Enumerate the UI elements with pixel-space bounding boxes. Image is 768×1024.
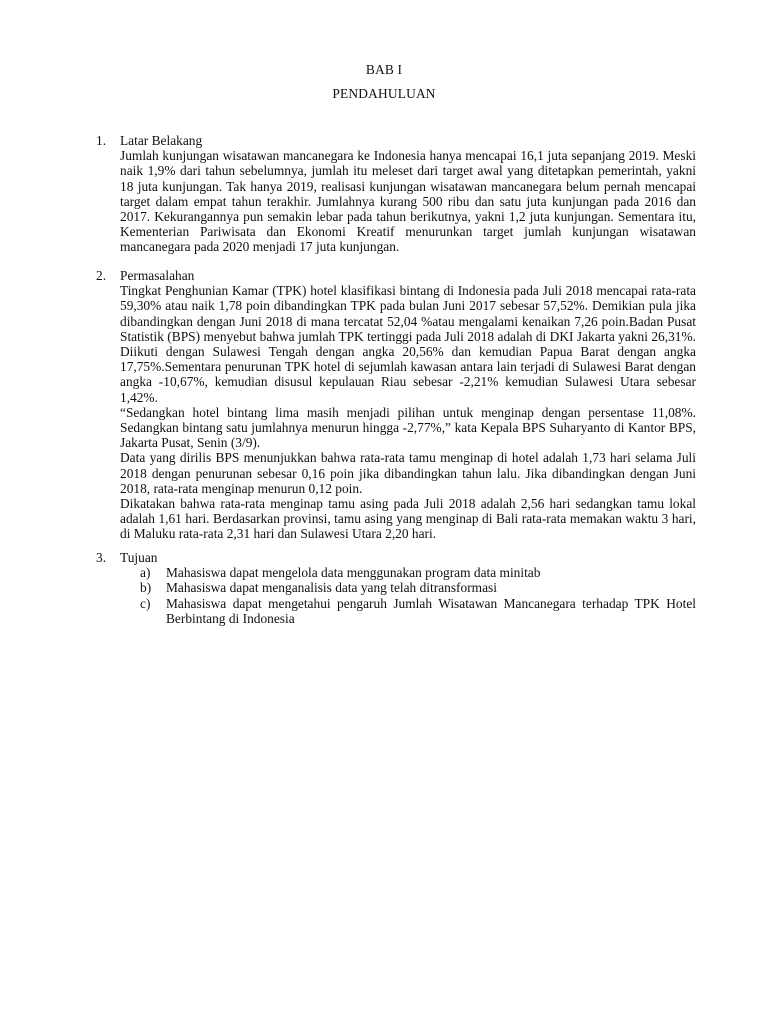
paragraph: “Sedangkan hotel bintang lima masih menjadi pilihan untuk menginap dengan persentase 11,08%. Sedangkan bintang satu jumlahnya menurun hingga -2,77%,” kata Kepala BPS Suharyanto di Kantor BPS, Jakarta Pusat, Senin (3/9). — [120, 404, 696, 451]
paragraph: Jumlah kunjungan wisatawan mancanegara ke Indonesia hanya mencapai 16,1 juta sepanjang 2019. Meski naik 1,9% dari tahun sebelumnya, jumlah itu meleset dari target awal yang ditetapkan pemerintah, yakni 18 juta kunjungan. Tak hanya 2019, realisasi kunjungan wisatawan mancanegara belum pernah mencapai target dalam empat tahun terakhir. Jumlahnya kurang 500 ribu dan satu juta kunjungan pada 2016 dan 2017. Kekurangannya pun semakin lebar pada tahun berikutnya, yakni 1,2 juta kunjungan. Sementara itu, Kementerian Pariwisata dan Ekonomi Kreatif menurunkan target jumlah kunjungan wisatawan mancanegara pada 2020 menjadi 17 juta kunjungan. — [120, 148, 696, 255]
list-marker: c) — [140, 595, 151, 611]
section-heading — [96, 550, 696, 565]
paragraph: Tingkat Penghunian Kamar (TPK) hotel klasifikasi bintang di Indonesia pada Juli 2018 mencapai rata-rata 59,30% atau naik 1,78 poin dibandingkan TPK pada bulan Juni 2017 sebesar 57,52%. Demikian pula jika dibandingkan dengan Juni 2018 di mana tercatat 52,04 %atau mengalami kenaikan 7,26 poin.Badan Pusat Statistik (BPS) menyebut bahwa jumlah TPK tertinggi pada Juli 2018 adalah di DKI Jakarta yakni 26,31%. Diikuti dengan Sulawesi Tengah dengan angka 20,56% dan kemudian Papua Barat dengan angka 17,75%.Sementara penurunan TPK hotel di sejumlah kawasan antara lain terjadi di Sulawesi Barat dengan angka -10,67%, kemudian disusul kepulauan Riau sebesar -2,21% kemudian Sulawesi Utara sebesar 1,42%. — [120, 283, 696, 405]
list-item-text: Mahasiswa dapat mengelola data menggunakan program data minitab — [166, 565, 541, 581]
section-number: 2. — [96, 268, 107, 283]
paragraph: Data yang dirilis BPS menunjukkan bahwa rata-rata tamu menginap di hotel adalah 1,73 hari selama Juli 2018 dengan penurunan sebesar 0,16 poin jika dibandingkan tahun lalu. Jika dibandingkan dengan Juni 2018, rata-rata menginap menurun 0,12 poin. — [120, 450, 696, 496]
section-title: Tujuan — [120, 550, 158, 565]
section-body — [120, 283, 696, 541]
list-item-text: Mahasiswa dapat menganalisis data yang telah ditransformasi — [166, 580, 497, 596]
section-number: 3. — [96, 550, 107, 565]
list-marker: a) — [140, 565, 151, 581]
objective-list — [140, 565, 696, 626]
section-permasalahan — [96, 268, 696, 542]
list-item-text: Mahasiswa dapat mengetahui pengaruh Jumlah Wisatawan Mancanegara terhadap TPK Hotel Berbintang di Indonesia — [166, 595, 696, 626]
list-item — [140, 580, 696, 595]
section-title: Latar Belakang — [120, 133, 203, 148]
section-tujuan — [96, 550, 696, 626]
list-item — [140, 596, 696, 626]
section-title: Permasalahan — [120, 268, 195, 283]
section-number: 1. — [96, 133, 107, 148]
section-heading — [96, 133, 696, 148]
chapter-label: BAB I — [365, 62, 403, 77]
section-body — [120, 148, 696, 254]
paragraph: Dikatakan bahwa rata-rata menginap tamu asing pada Juli 2018 adalah 2,56 hari sedangkan tamu lokal adalah 1,61 hari. Berdasarkan provinsi, tamu asing yang menginap di Bali rata-rata memakan waktu 3 hari, di Maluku rata-rata 2,31 hari dan Sulawesi Utara 2,20 hari. — [120, 496, 696, 542]
list-item — [140, 565, 696, 580]
list-marker: b) — [140, 580, 152, 596]
section-latar-belakang — [96, 133, 696, 255]
chapter-title: PENDAHULUAN — [332, 86, 436, 101]
section-heading — [96, 268, 696, 283]
